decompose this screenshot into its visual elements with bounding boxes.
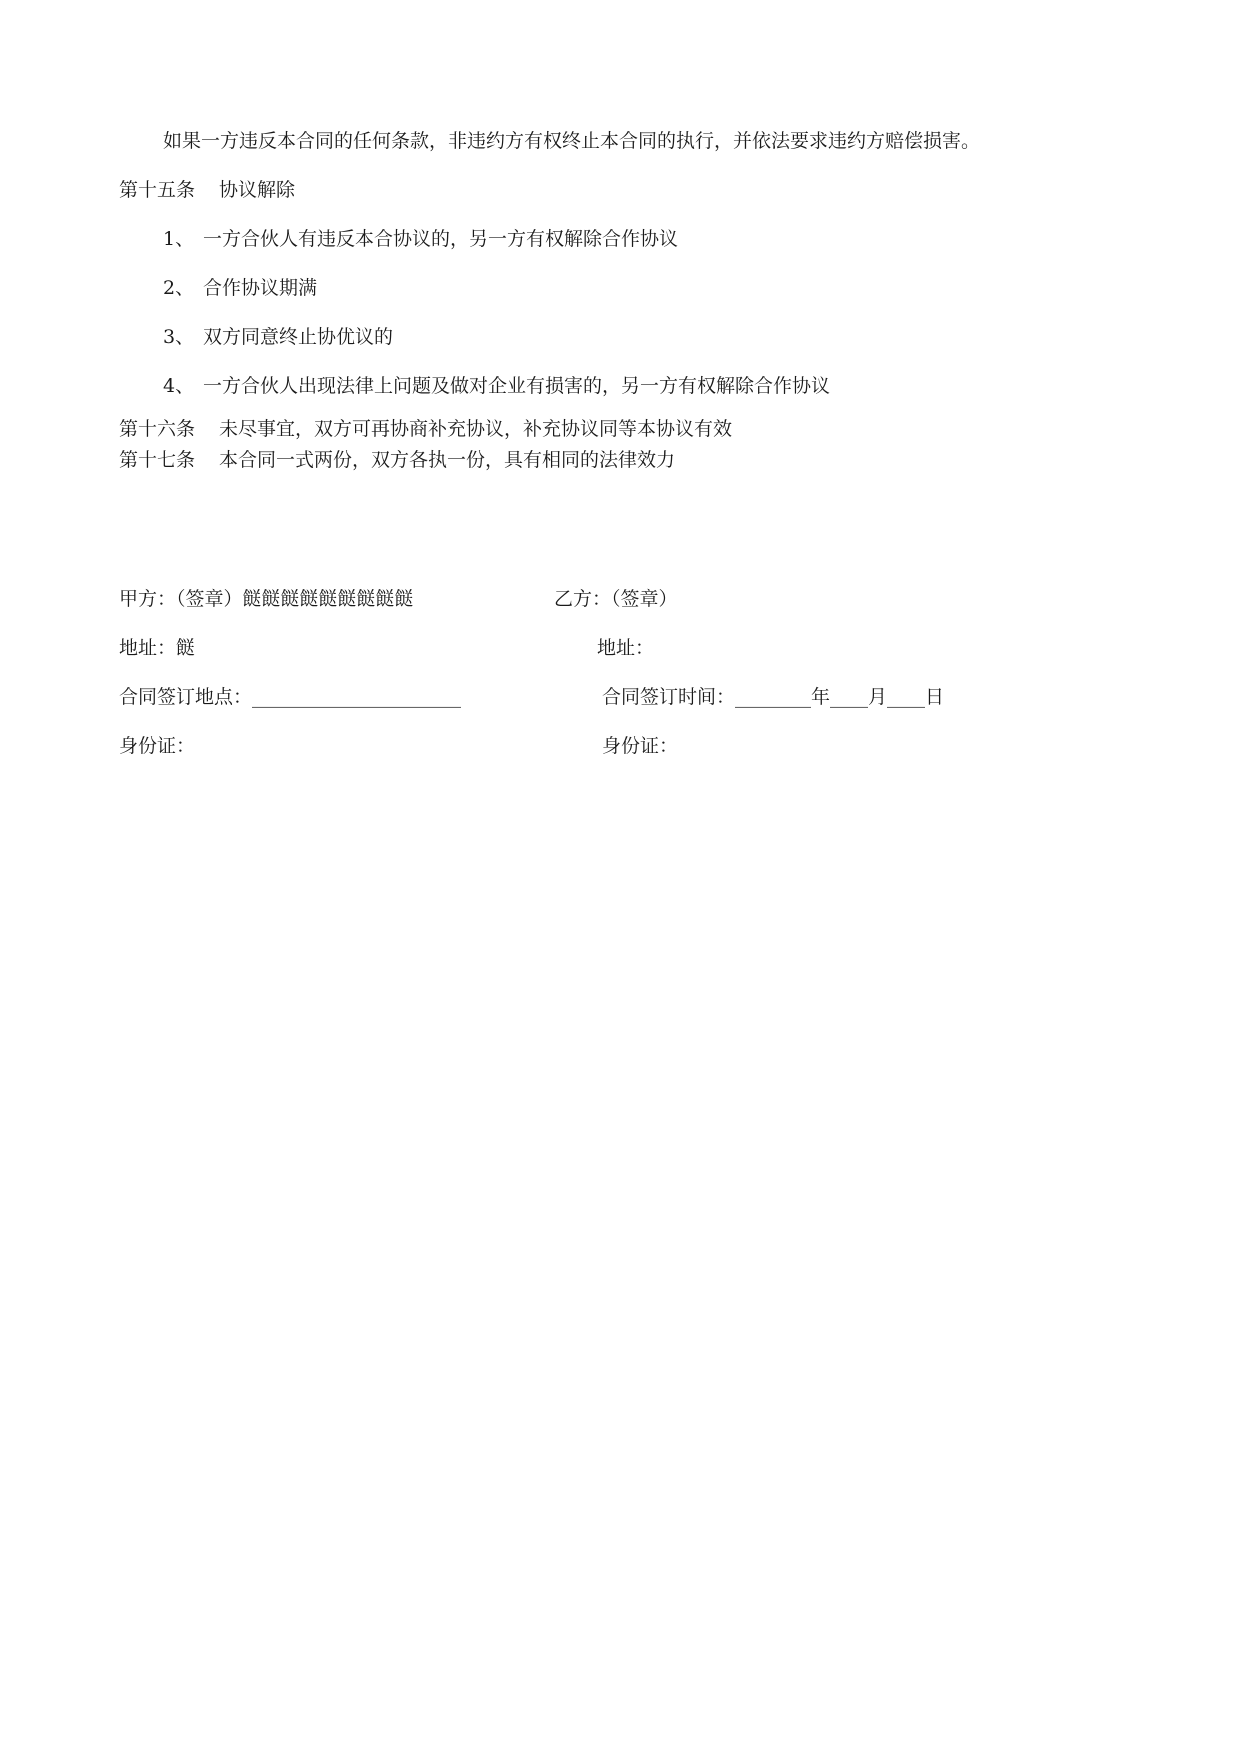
- article-16: [119, 417, 732, 441]
- year-char: 年: [811, 686, 831, 708]
- address-a-label: 地址：: [119, 637, 177, 659]
- day-char: 日: [925, 686, 945, 708]
- item-number: 3、: [163, 326, 195, 348]
- item-number: 4、: [163, 375, 195, 397]
- sign-place-blank: ______________________: [252, 686, 462, 708]
- party-a-signature: [119, 587, 414, 611]
- year-blank: ________: [735, 686, 812, 708]
- id-b: 身份证：: [602, 735, 679, 757]
- month-char: 月: [868, 686, 888, 708]
- article-17-text: 本合同一式两份，双方各执一份，具有相同的法律效力: [219, 449, 676, 471]
- party-b-signature: 乙方：（签章）: [554, 588, 678, 610]
- sign-place-label: 合同签订地点：: [119, 686, 253, 708]
- item-text: 一方合伙人有违反本合协议的，另一方有权解除合作协议: [203, 228, 679, 250]
- item-text: 双方同意终止协优议的: [203, 326, 394, 348]
- article-15-heading: [119, 178, 295, 202]
- sign-place: [119, 685, 461, 709]
- day-blank: ____: [887, 686, 926, 708]
- item-number: 2、: [163, 277, 195, 299]
- sign-time: [602, 685, 944, 709]
- item-number: 1、: [163, 228, 195, 250]
- item-text: 合作协议期满: [203, 277, 318, 299]
- article-15-number: 第十五条: [119, 179, 196, 201]
- article-15-item-1: [163, 227, 678, 251]
- item-text: 一方合伙人出现法律上问题及做对企业有损害的，另一方有权解除合作协议: [203, 375, 831, 397]
- article-17-number: 第十七条: [119, 449, 196, 471]
- article-15-item-2: [163, 276, 317, 300]
- party-a-label: 甲方：（签章）: [119, 588, 243, 610]
- article-16-text: 未尽事宜，双方可再协商补充协议，补充协议同等本协议有效: [219, 418, 733, 440]
- paragraph-breach: 如果一方违反本合同的任何条款，非违约方有权终止本合同的执行，并依法要求违约方赔偿损害。: [163, 130, 981, 152]
- address-a-value: 餸: [176, 637, 196, 659]
- party-b-address: 地址：: [597, 637, 655, 659]
- article-16-number: 第十六条: [119, 418, 196, 440]
- month-blank: ____: [830, 686, 869, 708]
- party-a-address: [119, 636, 195, 660]
- article-15-item-3: [163, 325, 393, 349]
- sign-time-label: 合同签订时间：: [602, 686, 736, 708]
- id-a: 身份证：: [119, 735, 196, 757]
- party-a-value: 餸餸餸餸餸餸餸餸餸: [242, 588, 414, 610]
- article-15-title: 协议解除: [219, 179, 296, 201]
- article-15-item-4: [163, 374, 830, 398]
- article-17: [119, 448, 675, 472]
